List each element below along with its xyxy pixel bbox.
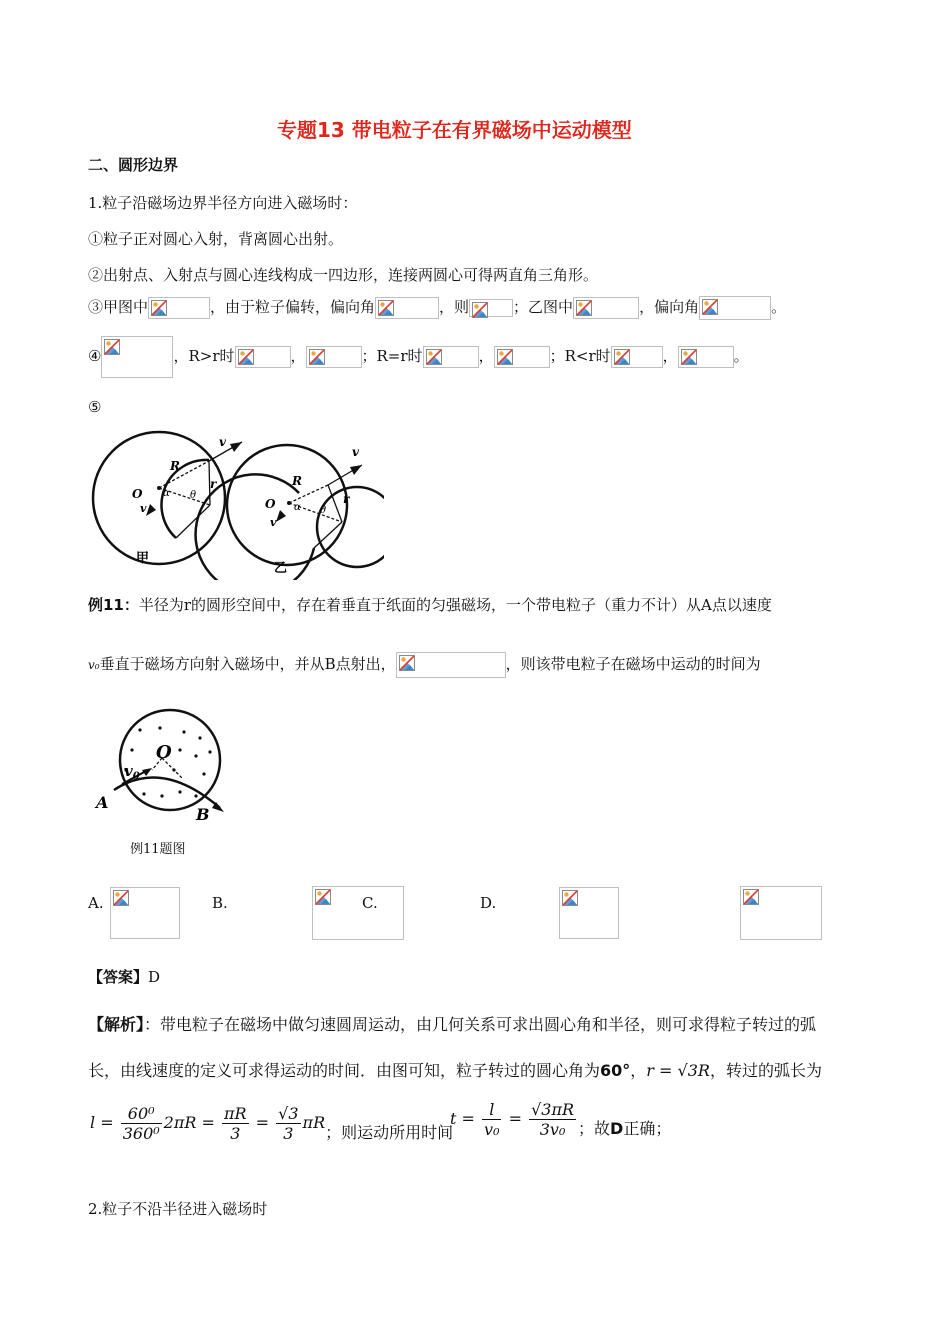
option-b-label: B.	[212, 894, 228, 912]
example-11-text-2: 垂直于磁场方向射入磁场中，并从B点射出，	[99, 655, 396, 673]
l-symbol: l	[90, 1113, 96, 1132]
formula-image	[699, 296, 771, 320]
label-alpha: α	[163, 488, 170, 499]
label-yi: 乙	[274, 561, 288, 576]
point-4-text-7: ，	[662, 347, 678, 365]
point-3-text-3: ，则	[439, 298, 470, 316]
point-4-text-8: 。	[733, 347, 749, 365]
answer-letter: D	[610, 1119, 624, 1138]
point-3-text-1: ③甲图中	[88, 298, 149, 316]
point-4-text-1: ④	[88, 347, 102, 365]
example-11-line-2	[88, 652, 761, 678]
option-a-image	[110, 887, 180, 939]
broken-image-icon	[681, 349, 697, 365]
numerator: l	[482, 1100, 501, 1120]
option-b-image	[312, 886, 404, 940]
point-3	[88, 296, 786, 320]
analysis-label: 【解析】	[88, 1015, 145, 1034]
example-11-line-1	[88, 594, 772, 615]
analysis-text-5: ；故	[578, 1119, 611, 1138]
equals: =	[100, 1113, 114, 1132]
figure-caption: 例11题图	[130, 842, 186, 857]
numerator: 60⁰	[121, 1104, 162, 1124]
denominator: 3v₀	[539, 1120, 566, 1139]
point-4-text-6: ；R<r时	[549, 347, 611, 365]
broken-image-icon	[562, 890, 578, 906]
formula-image	[611, 346, 663, 368]
broken-image-icon	[151, 300, 167, 316]
example-11-label: 例11：	[88, 596, 139, 614]
trajectory-circle-right	[317, 487, 384, 567]
analysis-line-2	[88, 1058, 822, 1081]
point-3-text-2: ，由于粒子偏转，偏向角	[210, 298, 376, 316]
formula-image	[469, 299, 513, 317]
label-v: v	[219, 435, 226, 449]
numerator: √3	[278, 1104, 299, 1123]
point-4-text-3: ，	[290, 347, 306, 365]
denominator: 360⁰	[122, 1124, 160, 1143]
label-v: v	[352, 445, 359, 459]
label-B: B	[196, 805, 210, 824]
broken-image-icon	[104, 339, 120, 355]
item-2: 2.粒子不沿半径进入磁场时	[88, 1200, 268, 1218]
equals: =	[255, 1113, 270, 1132]
broken-image-icon	[614, 349, 630, 365]
broken-image-icon	[238, 349, 254, 365]
analysis-line-3	[90, 1104, 453, 1143]
equals: =	[508, 1109, 522, 1128]
broken-image-icon	[576, 300, 592, 316]
t-symbol: t	[450, 1109, 457, 1128]
point-4-text-4: ；R=r时	[361, 347, 423, 365]
broken-image-icon	[113, 890, 129, 906]
analysis-text-3: ，转过的弧长为	[709, 1061, 822, 1080]
equals: =	[201, 1113, 215, 1132]
label-theta: θ	[190, 490, 197, 501]
broken-image-icon	[399, 655, 415, 671]
analysis-text-6: 正确；	[623, 1119, 672, 1138]
formula-image	[396, 652, 506, 678]
angle-value: 60°	[600, 1061, 631, 1080]
label-v-subscript: 0	[132, 771, 140, 782]
fraction	[482, 1100, 501, 1139]
option-d-image	[740, 886, 822, 940]
option-a-label: A.	[88, 894, 104, 912]
numerator: √3πR	[531, 1100, 575, 1119]
figure-example-11	[92, 708, 232, 826]
point-3-text-6: 。	[771, 298, 787, 316]
fraction	[121, 1104, 162, 1143]
label-O: O	[265, 497, 276, 511]
formula-image	[423, 346, 479, 368]
point-3-text-4: ；乙图中	[513, 298, 574, 316]
answer-value: D	[148, 968, 161, 986]
formula-image	[375, 297, 439, 319]
broken-image-icon	[378, 300, 394, 316]
r-symbol: r	[646, 1061, 654, 1080]
point-4-text-5: ，	[478, 347, 494, 365]
example-11-text-1: 半径为r的圆形空间中，存在着垂直于纸面的匀强磁场，一个带电粒子（重力不计）从A点以速度	[138, 596, 772, 614]
analysis-time-formula	[450, 1100, 671, 1139]
broken-image-icon	[743, 889, 759, 905]
label-O: O	[132, 487, 143, 501]
analysis-text-2: 长，由线速度的定义可求得运动的时间．由图可知，粒子转过的圆心角为	[88, 1061, 601, 1080]
field-circle-left	[93, 432, 225, 564]
label-R: R	[292, 474, 302, 488]
symbol-v0: v₀	[88, 658, 100, 672]
label-v: v	[270, 516, 277, 529]
denominator: v₀	[484, 1120, 500, 1139]
analysis-text-1: ：带电粒子在磁场中做匀速圆周运动，由几何关系可求出圆心角和半径，则可求得粒子转过的弧	[144, 1015, 817, 1034]
point-5: ⑤	[88, 398, 102, 416]
label-R: R	[170, 459, 180, 473]
answer	[88, 966, 160, 987]
point-3-text-5: ，偏向角	[639, 298, 700, 316]
broken-image-icon	[315, 889, 331, 905]
option-c-label: C.	[362, 894, 378, 912]
point-2: ②出射点、入射点与圆心连线构成一四边形，连接两圆心可得两直角三角形。	[88, 266, 599, 284]
formula-image	[148, 297, 210, 319]
formula-image	[235, 346, 291, 368]
label-v: v	[124, 762, 133, 780]
denominator: 3	[230, 1124, 241, 1143]
label-jia: 甲	[136, 551, 150, 566]
numerator: πR	[224, 1104, 247, 1123]
fraction	[222, 1104, 249, 1143]
example-11-text-3: ，则该带电粒子在磁场中运动的时间为	[505, 655, 761, 673]
formula-image	[573, 297, 639, 319]
label-alpha: α	[294, 502, 301, 513]
section-heading: 二、圆形边界	[88, 156, 179, 174]
broken-image-icon	[702, 299, 718, 315]
label-O: O	[156, 742, 172, 763]
term: πR	[302, 1113, 326, 1132]
denominator: 3	[283, 1124, 294, 1143]
fraction	[529, 1100, 576, 1139]
point-4-text-2: ，R>r时	[173, 347, 235, 365]
label-theta: θ	[320, 505, 327, 516]
formula-image	[494, 346, 550, 368]
point-4	[88, 336, 749, 378]
analysis-text-4: ；则运动所用时间	[325, 1123, 454, 1142]
label-r: r	[210, 477, 217, 491]
formula-r	[646, 1061, 710, 1080]
field-circle-right-main	[227, 445, 347, 565]
equals: =	[659, 1061, 673, 1080]
formula-image	[101, 336, 173, 378]
r-value: √3R	[677, 1061, 710, 1080]
label-v0	[124, 762, 140, 782]
broken-image-icon	[497, 349, 513, 365]
term: 2πR	[163, 1113, 197, 1132]
label-r: r	[343, 492, 350, 506]
page-title: 专题13 带电粒子在有界磁场中运动模型	[277, 118, 632, 142]
fraction	[276, 1104, 300, 1143]
answer-label: 【答案】	[88, 968, 149, 986]
equals: =	[461, 1109, 475, 1128]
option-c-image	[559, 887, 619, 939]
item-1: 1.粒子沿磁场边界半径方向进入磁场时：	[88, 194, 358, 212]
comma: ，	[630, 1061, 647, 1080]
label-A: A	[96, 793, 109, 812]
point-1: ①粒子正对圆心入射，背离圆心出射。	[88, 230, 344, 248]
label-v: v	[140, 502, 147, 515]
broken-image-icon	[472, 302, 488, 318]
figure-circular-boundary	[84, 430, 384, 580]
option-d-label: D.	[480, 894, 497, 912]
analysis-line-1	[88, 1012, 816, 1035]
formula-image	[678, 346, 734, 368]
trajectory-arc	[114, 778, 220, 808]
broken-image-icon	[309, 349, 325, 365]
broken-image-icon	[426, 349, 442, 365]
formula-image	[306, 346, 362, 368]
